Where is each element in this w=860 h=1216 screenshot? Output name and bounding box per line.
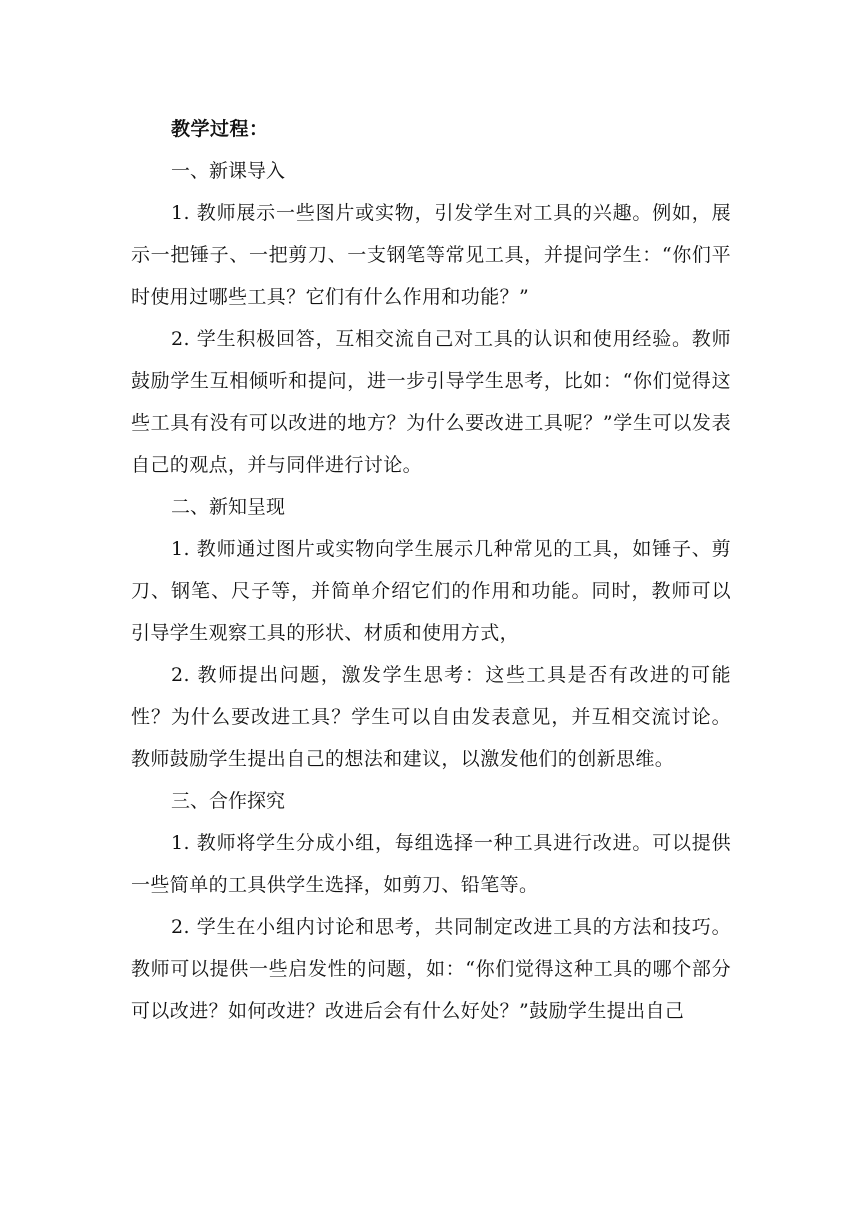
paragraph-3-2: 2. 学生在小组内讨论和思考，共同制定改进工具的方法和技巧。教师可以提供一些启发性的问题，如：“你们觉得这种工具的哪个部分可以改进？如何改进？改进后会有什么好处？”鼓励学生提出自己	[131, 916, 731, 1022]
document-title: 教学过程：	[171, 118, 269, 140]
section-heading-3: 三、合作探究	[171, 790, 286, 812]
paragraph-2-2: 2. 教师提出问题，激发学生思考：这些工具是否有改进的可能性？为什么要改进工具？学生可以自由发表意见，并互相交流讨论。教师鼓励学生提出自己的想法和建议，以激发他们的创新思维。	[131, 664, 731, 770]
paragraph-1-1: 1. 教师展示一些图片或实物，引发学生对工具的兴趣。例如，展示一把锤子、一把剪刀、一支钢笔等常见工具，并提问学生：“你们平时使用过哪些工具？它们有什么作用和功能？”	[131, 202, 731, 308]
section-heading-1: 一、新课导入	[171, 160, 286, 182]
paragraph-3-1: 1. 教师将学生分成小组，每组选择一种工具进行改进。可以提供一些简单的工具供学生选择，如剪刀、铅笔等。	[131, 832, 731, 896]
document-body	[131, 108, 731, 1032]
paragraph-2-1: 1. 教师通过图片或实物向学生展示几种常见的工具，如锤子、剪刀、钢笔、尺子等，并简单介绍它们的作用和功能。同时，教师可以引导学生观察工具的形状、材质和使用方式，	[131, 538, 731, 644]
section-heading-2: 二、新知呈现	[171, 496, 286, 518]
paragraph-1-2: 2. 学生积极回答，互相交流自己对工具的认识和使用经验。教师鼓励学生互相倾听和提问，进一步引导学生思考，比如：“你们觉得这些工具有没有可以改进的地方？为什么要改进工具呢？”学生可以发表自己的观点，并与同伴进行讨论。	[131, 328, 731, 476]
